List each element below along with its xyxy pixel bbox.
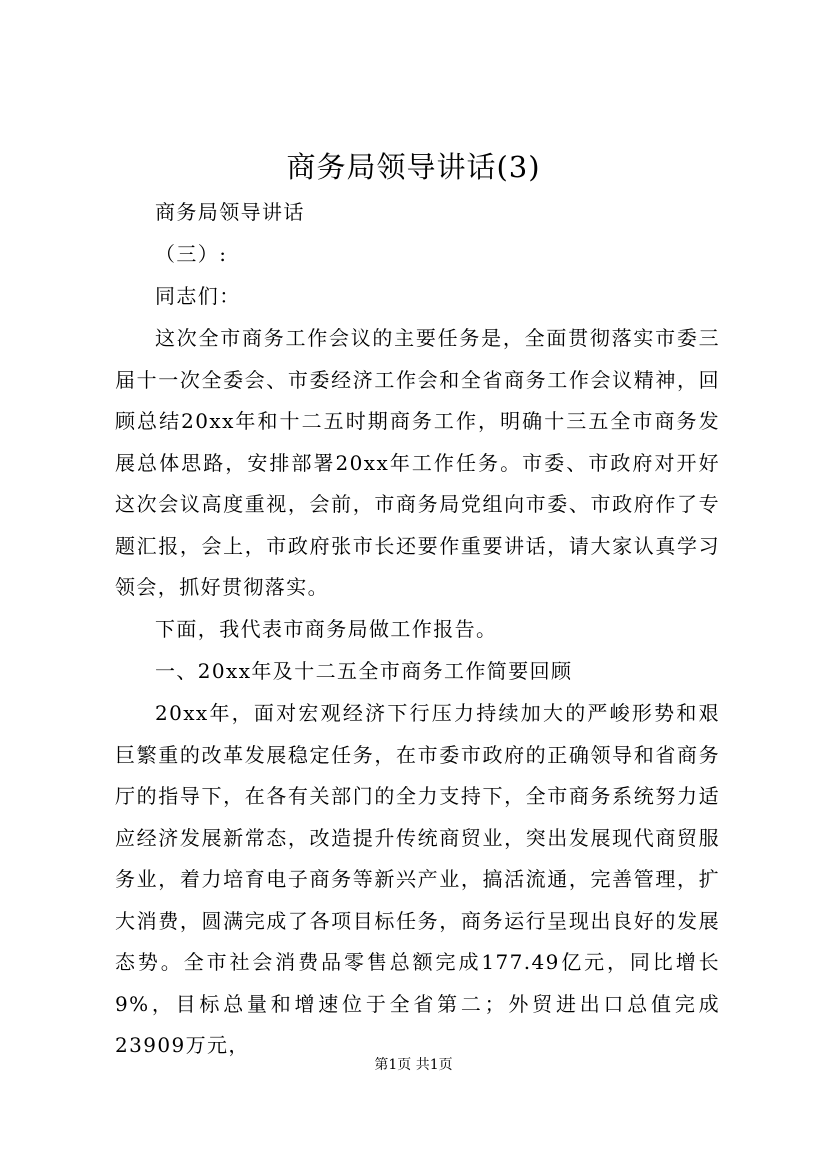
paragraph-salutation: 同志们： [155,284,241,308]
paragraph-intro: 这次全市商务工作会议的主要任务是，全面贯彻落实市委三届十一次全委会、市委经济工作会和全省商务工作会议精神，回顾总结20xx年和十二五时期商务工作，明确十三五全市商务发展总体思路，安排部署20xx年工作任务。市委、市政府对开好这次会议高度重视，会前，市商务局党组向市委、市政府作了专题汇报，会上，市政府张市长还要作重要讲话，请大家认真学习领会，抓好贯彻落实。 [115,326,720,599]
paragraph-subtitle: 商务局领导讲话 [155,200,305,224]
paragraph-report-intro: 下面，我代表市商务局做工作报告。 [155,617,498,641]
paragraph-review: 20xx年，面对宏观经济下行压力持续加大的严峻形势和艰巨繁重的改革发展稳定任务，在市委市政府的正确领导和省商务厅的指导下，在各有关部门的全力支持下，全市商务系统努力适应经济发展新常态，改造提升传统商贸业，突出发展现代商贸服务业，着力培育电子商务等新兴产业，搞活流通，完善管理，扩大消费，圆满完成了各项目标任务，商务运行呈现出良好的发展态势。全市社会消费品零售总额完成177.49亿元，同比增长9%，目标总量和增速位于全省第二；外贸进出口总值完成23909万元， [115,701,720,1057]
paragraph-section-number: （三）: [155,242,228,266]
section-heading: 一、20xx年及十二五全市商务工作简要回顾 [155,659,573,683]
document-title: 商务局领导讲话(3) [286,150,541,184]
page-footer: 第1页 共1页 [374,1057,453,1073]
